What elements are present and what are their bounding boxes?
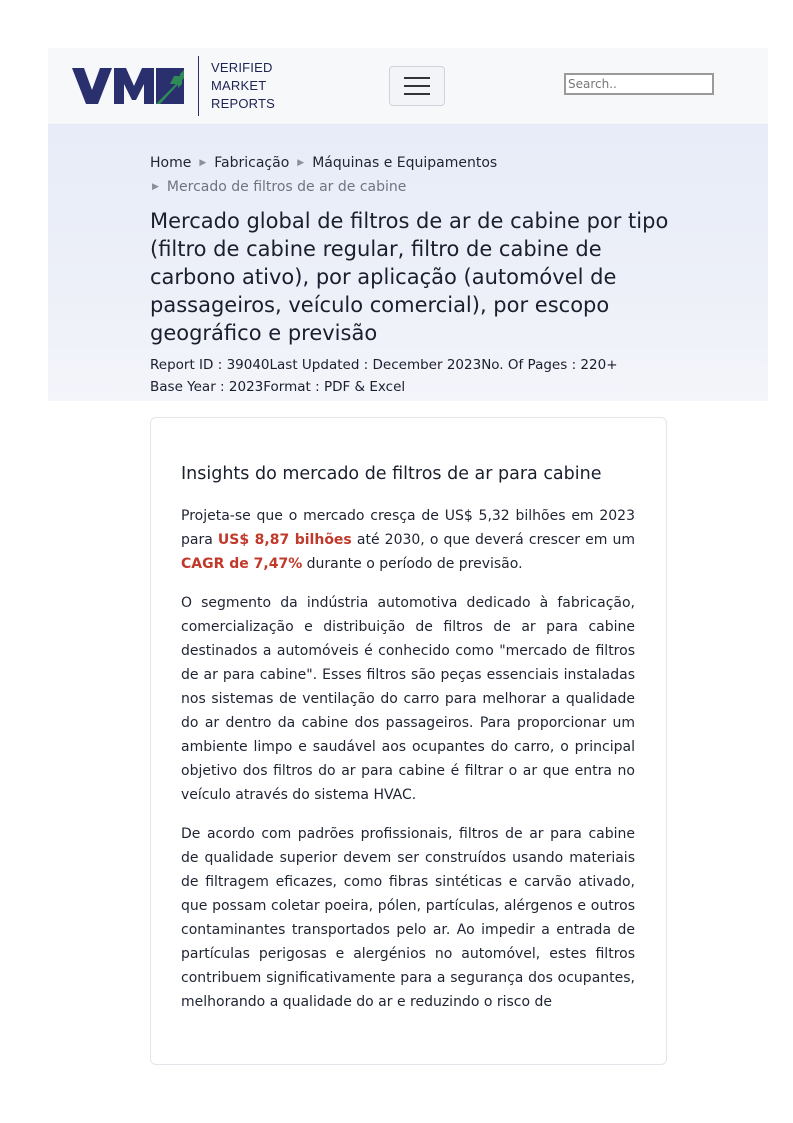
logo-line-market: MARKET xyxy=(211,78,267,93)
breadcrumb-home-link[interactable]: Home xyxy=(150,155,192,171)
site-header xyxy=(48,48,768,125)
hamburger-icon-bar xyxy=(404,85,430,87)
insights-paragraph-1 xyxy=(181,504,635,576)
market-value-highlight: US$ 8,87 bilhões xyxy=(217,532,352,548)
last-updated-value: December 2023 xyxy=(372,357,482,373)
pages-value: 220+ xyxy=(580,357,618,373)
report-id-label: Report ID : xyxy=(150,357,227,373)
report-meta-row xyxy=(150,354,710,376)
report-meta xyxy=(150,354,710,398)
insights-paragraph-2: O segmento da indústria automotiva dedicado à fabricação, comercialização e distribuição de filtros de ar para cabine destinados a automóveis é conhecido como "mercado de filtros de ar para cabine". Esses filtros são peças essenciais instaladas nos sistemas de ventilação do carro para melhorar a qualidade do ar dentro da cabine dos passageiros. Para proporcionar um ambiente limpo e saudável aos ocupantes do carro, o principal objetivo dos filtros do ar para cabine é filtrar o ar que entra no veículo através do sistema HVAC. xyxy=(181,595,635,803)
chevron-right-icon: ▶ xyxy=(297,158,305,168)
chevron-right-icon: ▶ xyxy=(152,182,159,192)
insights-p1-text-c: durante o período de previsão. xyxy=(302,556,523,572)
logo-divider xyxy=(198,56,199,116)
logo-wordmark xyxy=(211,59,275,113)
report-hero xyxy=(48,125,768,401)
chevron-right-icon: ▶ xyxy=(199,158,207,168)
insights-p1-text-a: Projeta-se que o mercado cresça de US$ 5,32 bilhões em 2023 para xyxy=(181,508,635,548)
insights-card xyxy=(150,417,667,1065)
logo-line-reports: REPORTS xyxy=(211,96,276,111)
breadcrumb-row xyxy=(150,175,690,199)
pages-label: No. Of Pages : xyxy=(481,357,581,373)
base-year-value: 2023 xyxy=(228,379,264,395)
breadcrumb-row xyxy=(150,151,690,175)
format-label: Format : xyxy=(263,379,324,395)
insights-body xyxy=(181,504,635,1029)
insights-paragraph-3: De acordo com padrões profissionais, filtros de ar para cabine de qualidade superior devem ser construídos usando materiais de filtragem eficazes, como fibras sintéticas e carvão ativado, que possam coletar poeira, pólen, partículas, alérgenos e outros contaminantes transportados pelo ar. Ao impedir a entrada de partículas perigosas e alergénios no automóvel, estes filtros contribuem significativamente para a segurança dos ocupantes, melhorando a qualidade do ar e reduzindo o risco de xyxy=(181,826,635,1010)
vmr-logo-mark-icon xyxy=(72,66,184,106)
report-meta-row xyxy=(150,376,710,398)
vmr-logo[interactable] xyxy=(72,56,275,116)
page-title: Mercado global de filtros de ar de cabine por tipo (filtro de cabine regular, filtro de cabine de carbono ativo), por aplicação (automóvel de passageiros, veículo comercial), por escopo geográfico e previsão xyxy=(150,209,669,345)
last-updated-label: Last Updated : xyxy=(269,357,373,373)
format-value: PDF & Excel xyxy=(323,379,406,395)
search-input[interactable] xyxy=(564,73,714,95)
cagr-highlight: CAGR de 7,47% xyxy=(181,556,303,572)
breadcrumb-maquinas-link[interactable]: Máquinas e Equipamentos xyxy=(312,155,498,171)
menu-toggle-button[interactable] xyxy=(389,66,445,106)
breadcrumb-fabricacao-link[interactable]: Fabricação xyxy=(214,155,290,171)
hamburger-icon-bar xyxy=(404,93,430,95)
report-id-value: 39040 xyxy=(226,357,270,373)
breadcrumb xyxy=(150,151,690,199)
base-year-label: Base Year : xyxy=(150,379,229,395)
page xyxy=(48,48,768,1010)
insights-heading: Insights do mercado de filtros de ar para cabine xyxy=(181,464,602,484)
logo-line-verified: VERIFIED xyxy=(211,60,273,75)
breadcrumb-current: Mercado de filtros de ar de cabine xyxy=(166,179,407,195)
insights-p1-text-b: até 2030, o que deverá crescer em um xyxy=(351,532,635,548)
hamburger-icon-bar xyxy=(404,77,430,79)
